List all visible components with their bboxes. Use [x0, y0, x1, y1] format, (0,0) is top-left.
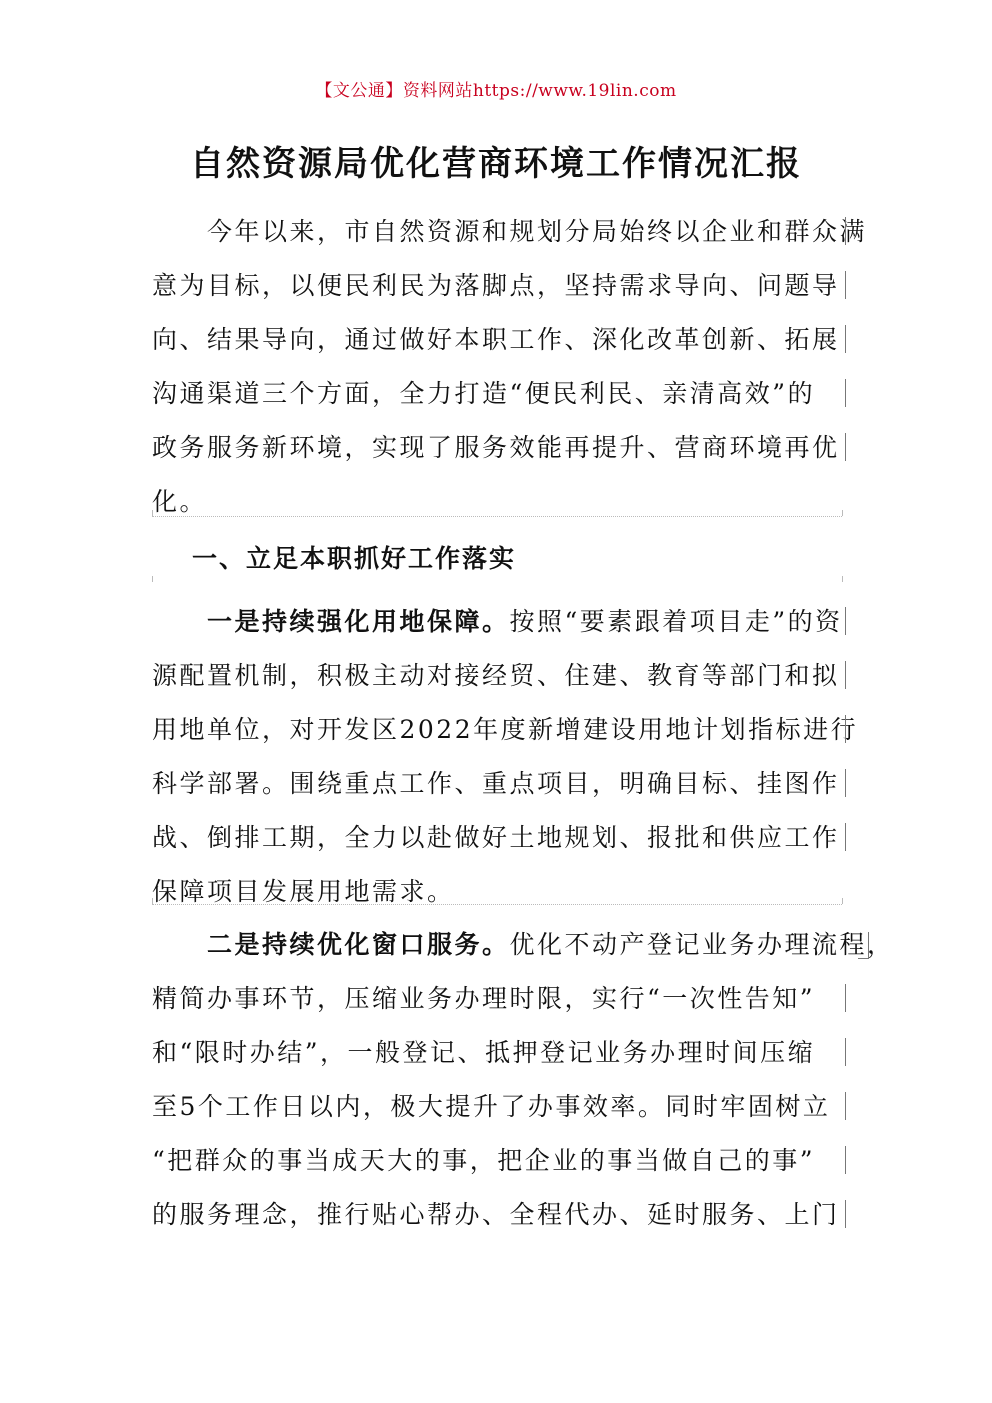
- paragraph-line: 的服务理念，推行贴心帮办、全程代办、延时服务、上门: [152, 1188, 842, 1242]
- document-title: 自然资源局优化营商环境工作情况汇报: [190, 144, 802, 184]
- window-service-paragraph: [152, 918, 895, 1242]
- line-end-mark: [858, 932, 869, 959]
- paragraph-line: 保障项目发展用地需求。: [152, 877, 455, 906]
- divider-tick: [842, 576, 843, 582]
- section-heading: 一、立足本职抓好工作落实: [192, 544, 517, 573]
- source-site-link[interactable]: 【文公通】资料网站https://www.19lin.com: [315, 81, 677, 101]
- divider-tick: [152, 898, 153, 904]
- paragraph-text: 按照“要素跟着项目走”的资: [509, 607, 843, 636]
- paragraph-divider: [152, 516, 842, 517]
- paragraph-text: 优化不动产登记业务办理流程，: [509, 930, 895, 959]
- intro-line: 沟通渠道三个方面，全力打造“便民利民、亲清高效”的: [152, 367, 842, 421]
- divider-tick: [842, 510, 843, 516]
- paragraph-line: 和“限时办结”，一般登记、抵押登记业务办理时间压缩: [152, 1026, 842, 1080]
- intro-line: 化。: [152, 487, 208, 516]
- land-guarantee-paragraph: [152, 595, 859, 919]
- paragraph-line: 科学部署。围绕重点工作、重点项目，明确目标、挂图作: [152, 757, 842, 811]
- paragraph-line: 至5个工作日以内，极大提升了办事效率。同时牢固树立: [152, 1080, 842, 1134]
- intro-paragraph: [152, 205, 868, 529]
- paragraph-lead: 一是持续强化用地保障。: [207, 607, 510, 636]
- divider-tick: [842, 898, 843, 904]
- paragraph-line: “把群众的事当成天大的事，把企业的事当做自己的事”: [152, 1134, 842, 1188]
- paragraph-divider: [152, 904, 842, 905]
- paragraph-line: 用地单位，对开发区2022年度新增建设用地计划指标进行: [152, 703, 842, 757]
- intro-line: 今年以来，市自然资源和规划分局始终以企业和群众满: [152, 205, 842, 259]
- paragraph-line: 战、倒排工期，全力以赴做好土地规划、报批和供应工作: [152, 811, 842, 865]
- paragraph-first-line: [152, 918, 895, 972]
- paragraph-line: 源配置机制，积极主动对接经贸、住建、教育等部门和拟: [152, 649, 842, 703]
- intro-line: 意为目标，以便民利民为落脚点，坚持需求导向、问题导: [152, 259, 842, 313]
- intro-line: 向、结果导向，通过做好本职工作、深化改革创新、拓展: [152, 313, 842, 367]
- divider-tick: [152, 576, 153, 582]
- paragraph-line: 精简办事环节，压缩业务办理时限，实行“一次性告知”: [152, 972, 842, 1026]
- paragraph-lead: 二是持续优化窗口服务。: [207, 930, 510, 959]
- divider-tick: [152, 510, 153, 516]
- paragraph-first-line: [152, 595, 842, 649]
- intro-line: 政务服务新环境，实现了服务效能再提升、营商环境再优: [152, 421, 842, 475]
